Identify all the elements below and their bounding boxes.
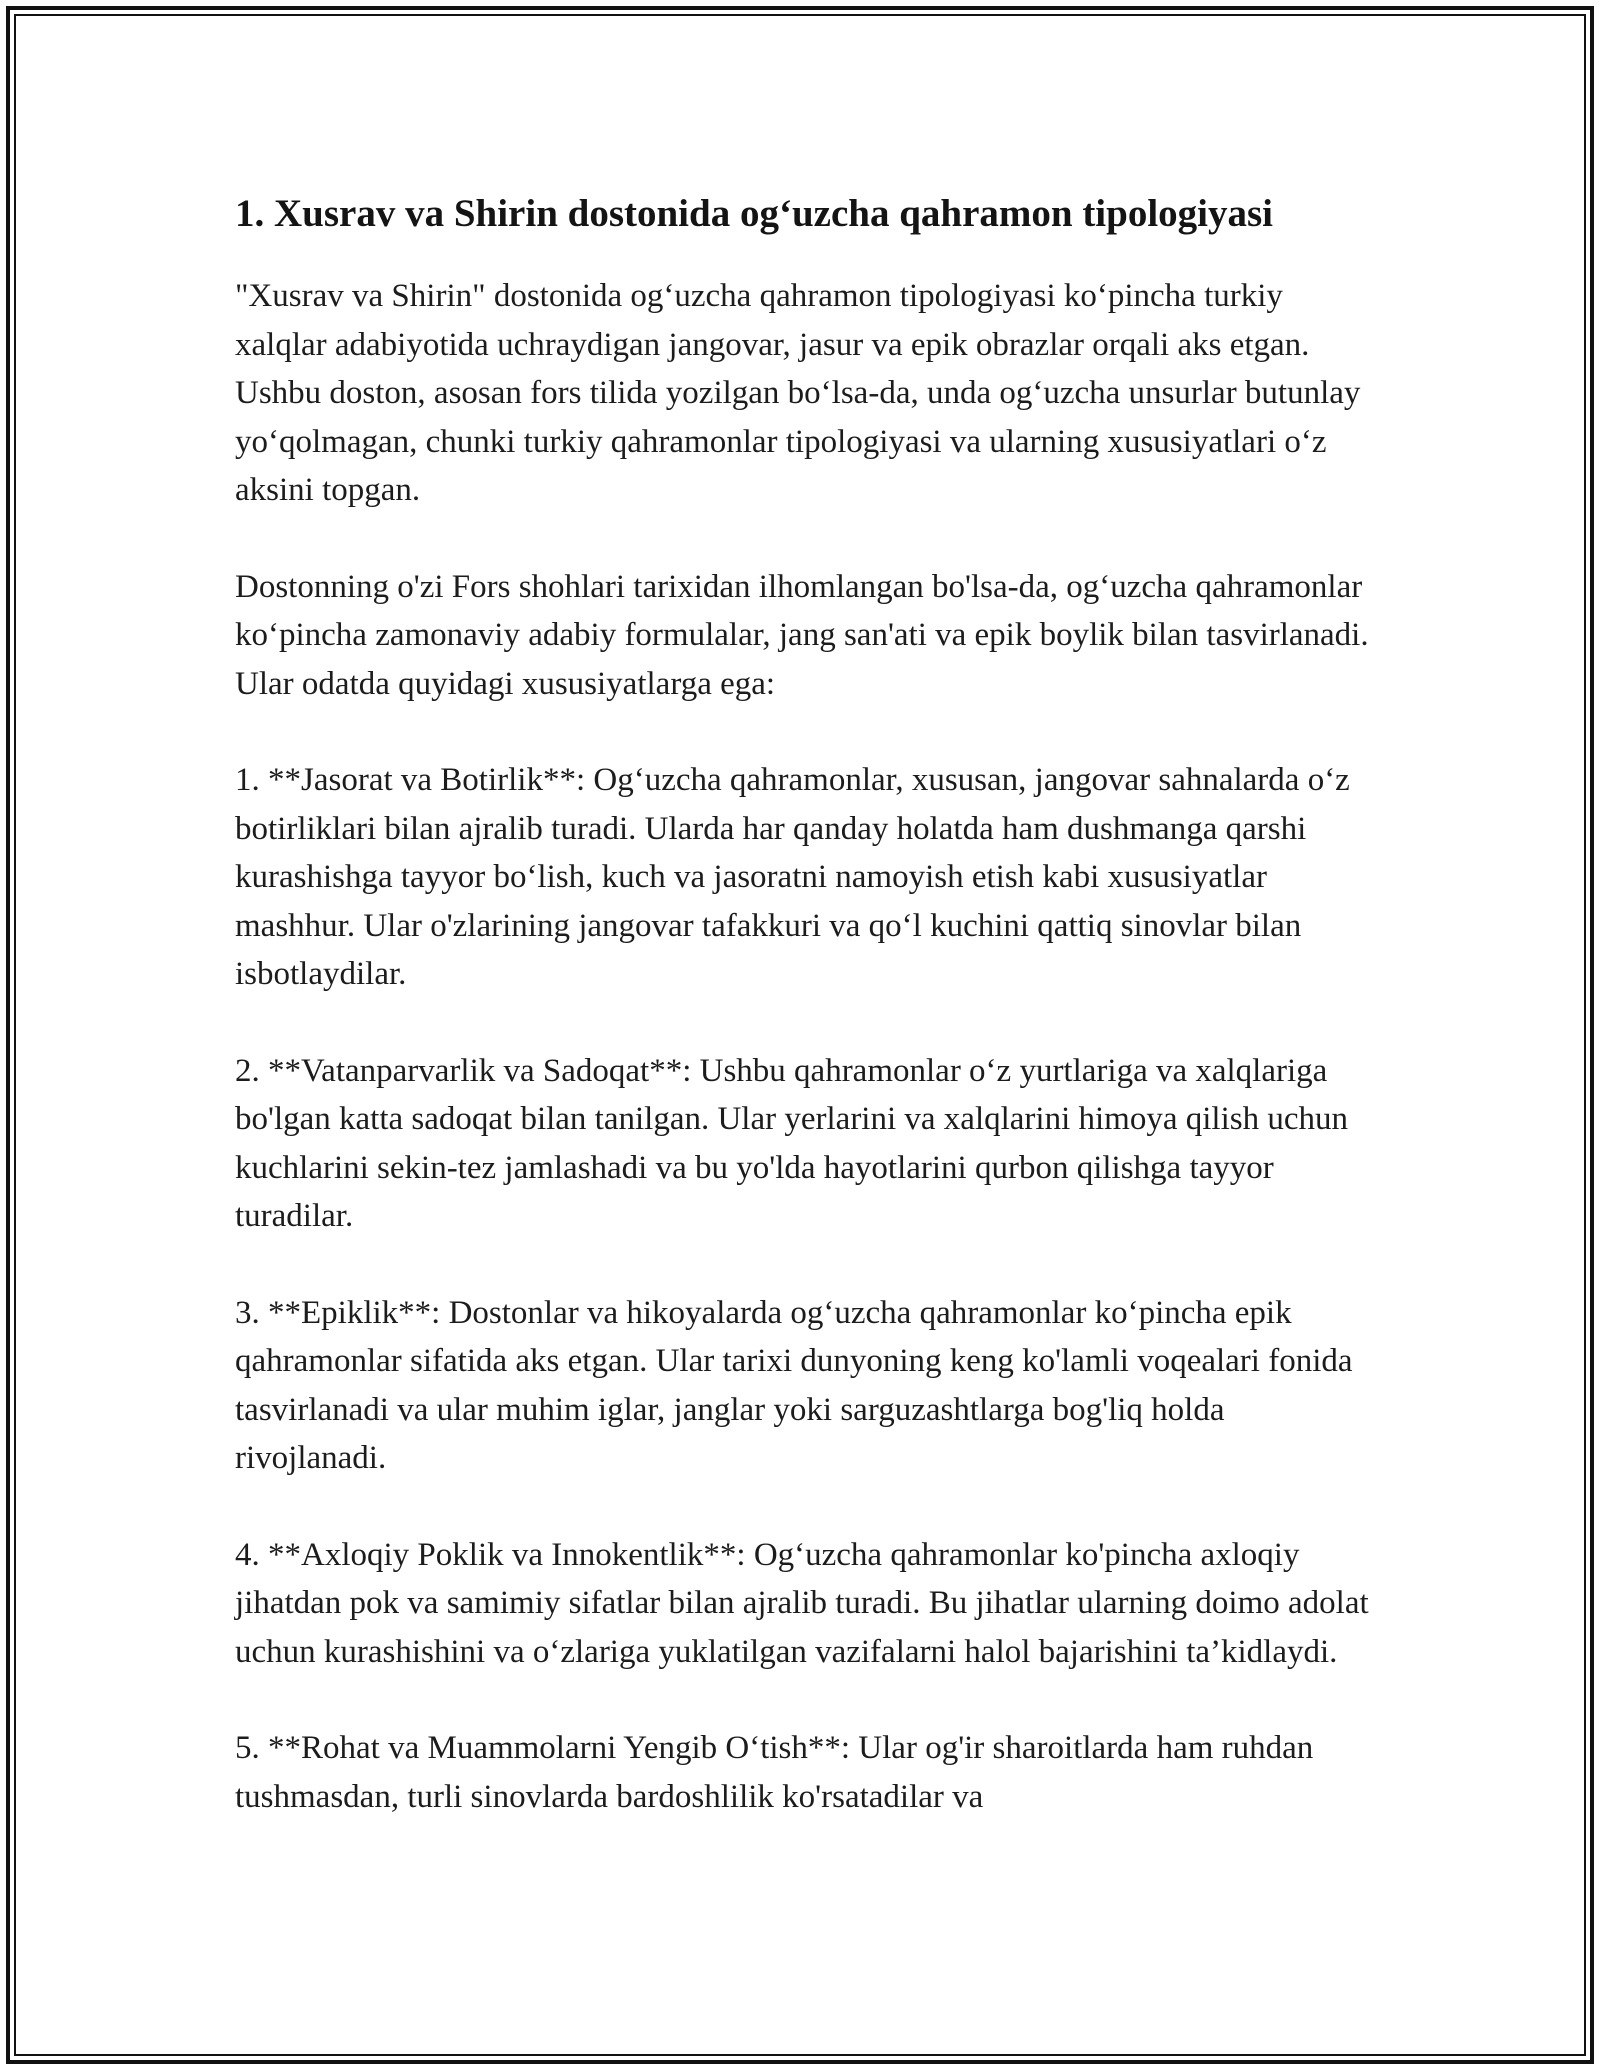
- list-item-jasorat: 1. **Jasorat va Botirlik**: Og‘uzcha qahramonlar, xususan, jangovar sahnalarda o‘z botirliklari bilan ajralib turadi. Ularda har qanday holatda ham dushmanga qarshi kurashishga tayyor bo‘lish, kuch va jasoratni namoyish etish kabi xususiyatlar mashhur. Ular o'zlarining jangovar tafakkuri va qo‘l kuchini qattiq sinovlar bilan isbotlaydilar.: [235, 762, 1350, 992]
- section-heading: 1. Xusrav va Shirin dostonida og‘uzcha qahramon tipologiyasi: [235, 192, 1274, 235]
- list-item-epiklik: 3. **Epiklik**: Dostonlar va hikoyalarda og‘uzcha qahramonlar ko‘pincha epik qahramonlar sifatida aks etgan. Ular tarixi dunyoning keng ko'lamli voqealari fonida tasvirlanadi va ular muhim iglar, janglar yoki sarguzashtlarga bog'liq holda rivojlanadi.: [235, 1294, 1353, 1476]
- list-item-rohat: 5. **Rohat va Muammolarni Yengib O‘tish**: Ular og'ir sharoitlarda ham ruhdan tushmasdan, turli sinovlarda bardoshlilik ko'rsatadilar va: [235, 1730, 1314, 1815]
- document-page: [235, 186, 1370, 1869]
- context-paragraph: Dostonning o'zi Fors shohlari tarixidan ilhomlangan bo'lsa-da, og‘uzcha qahramonlar ko‘pincha zamonaviy adabiy formulalar, jang san'ati va epik boylik bilan tasvirlanadi. Ular odatda quyidagi xususiyatlarga ega:: [235, 568, 1369, 702]
- list-item-vatanparvarlik: 2. **Vatanparvarlik va Sadoqat**: Ushbu qahramonlar o‘z yurtlariga va xalqlariga bo'lgan katta sadoqat bilan tanilgan. Ular yerlarini va xalqlarini himoya qilish uchun kuchlarini sekin-tez jamlashadi va bu yo'lda hayotlarini qurbon qilishga tayyor turadilar.: [235, 1052, 1348, 1234]
- list-item-axloqiy-poklik: 4. **Axloqiy Poklik va Innokentlik**: Og‘uzcha qahramonlar ko'pincha axloqiy jihatdan pok va samimiy sifatlar bilan ajralib turadi. Bu jihatlar ularning doimo adolat uchun kurashishini va o‘zlariga yuklatilgan vazifalarni halol bajarishini ta’kidlaydi.: [235, 1536, 1369, 1670]
- intro-paragraph: "Xusrav va Shirin" dostonida og‘uzcha qahramon tipologiyasi ko‘pincha turkiy xalqlar adabiyotida uchraydigan jangovar, jasur va epik obrazlar orqali aks etgan. Ushbu doston, asosan fors tilida yozilgan bo‘lsa-da, unda og‘uzcha unsurlar butunlay yo‘qolmagan, chunki turkiy qahramonlar tipologiyasi va ularning xususiyatlari o‘z aksini topgan.: [235, 278, 1361, 508]
